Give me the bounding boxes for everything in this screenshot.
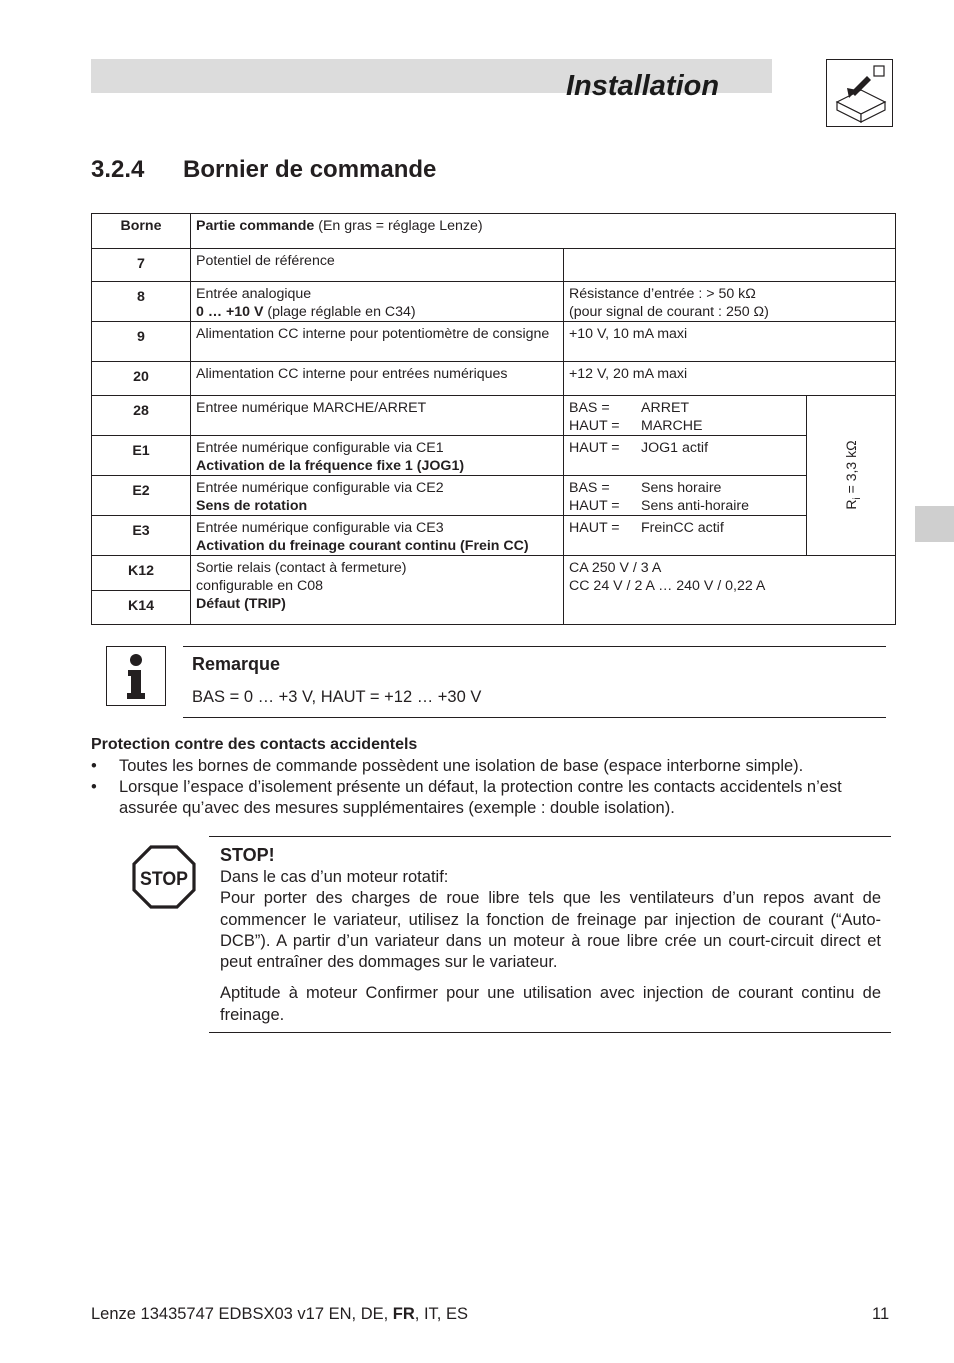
protection-title: Protection contre des contacts accidentels [91, 736, 418, 753]
terminal-table [91, 213, 896, 625]
note-title: Remarque [192, 654, 281, 674]
table-row: 8 Entrée analogique 0 … +10 V (plage réglable en C34) Résistance d’entrée : > 50 kΩ (pour signal de courant : 250 Ω) [92, 282, 896, 322]
stop-rule-bottom [209, 1032, 891, 1033]
header-title: Installation [566, 70, 720, 102]
stop-sign-text: STOP [140, 869, 189, 890]
table-row: K14 [92, 591, 896, 625]
install-module-icon [826, 59, 893, 127]
section-number: 3.2.4 [91, 156, 145, 183]
stop-paragraph: Pour porter des charges de roue libre tels que les ventilateurs d’un repos avant de commencer le variateur, utilisez la fonction de freinage par injection de courant (“Auto-DCB”). A partir d’un variateur dans un moteur à roue libre crée un court-circuit direct et peut entraîner des dommages sur le variateur. [220, 889, 881, 972]
table-row: 28 Entree numérique MARCHE/ARRET BAS = ARRET HAUT = MARCHE [92, 396, 896, 436]
protection-list [91, 756, 897, 819]
stop-sign-icon [132, 845, 196, 909]
footer-doc-id: Lenze 13435747 EDBSX03 v17 EN, DE, FR, IT, ES [91, 1305, 468, 1323]
list-item: • Lorsque l’espace d’isolement présente un défaut, la protection contre les contacts accidentels n’est assurée qu’avec des mesures supplémentaires (exemple : double isolation). [91, 778, 842, 817]
note-rule-top [183, 646, 886, 647]
page-number: 11 [872, 1305, 890, 1323]
section-heading: Bornier de commande [183, 156, 437, 183]
ri-label: $R_i = 3,3$ kΩ [843, 440, 863, 510]
stop-paragraph: Aptitude à moteur Confirmer pour une utilisation avec injection de courant continu de freinage. [220, 984, 881, 1024]
list-item: • Toutes les bornes de commande possèdent une isolation de base (espace interborne simple). [91, 757, 804, 775]
stop-body [220, 867, 881, 1026]
stop-rule-top [209, 836, 891, 837]
table-row: 7 Potentiel de référence [92, 249, 896, 282]
info-icon [106, 646, 166, 706]
table-row: E3 Entrée numérique configurable via CE3 Activation du freinage courant continu (Frein CC) HAUT = FreinCC actif [92, 516, 896, 556]
stop-line: Dans le cas d’un moteur rotatif: [220, 868, 449, 886]
table-row: K12 Sortie relais (contact à fermeture) configurable en C08 Défaut (TRIP) CA 250 V / 3 A CC 24 V / 2 A … 240 V / 0,22 A [92, 556, 896, 591]
table-row: E1 Entrée numérique configurable via CE1 Activation de la fréquence fixe 1 (JOG1) HAUT = JOG1 actif [92, 436, 896, 476]
side-tab [915, 506, 954, 542]
table-header-row [92, 214, 896, 249]
stop-title: STOP! [220, 845, 275, 865]
table-row: E2 Entrée numérique configurable via CE2 Sens de rotation BAS = Sens horaire HAUT = Sens anti-horaire [92, 476, 896, 516]
section-title [91, 156, 436, 184]
note-rule-bottom [183, 717, 886, 718]
header-borne: Borne [92, 214, 191, 249]
note-text: BAS = 0 … +3 V, HAUT = +12 … +30 V [192, 688, 482, 706]
table-row: 9 Alimentation CC interne pour potentiomètre de consigne +10 V, 10 mA maxi [92, 322, 896, 362]
table-row: 20 Alimentation CC interne pour entrées numériques +12 V, 20 mA maxi [92, 362, 896, 396]
header-partie: Partie commande (En gras = réglage Lenze) [191, 214, 896, 249]
